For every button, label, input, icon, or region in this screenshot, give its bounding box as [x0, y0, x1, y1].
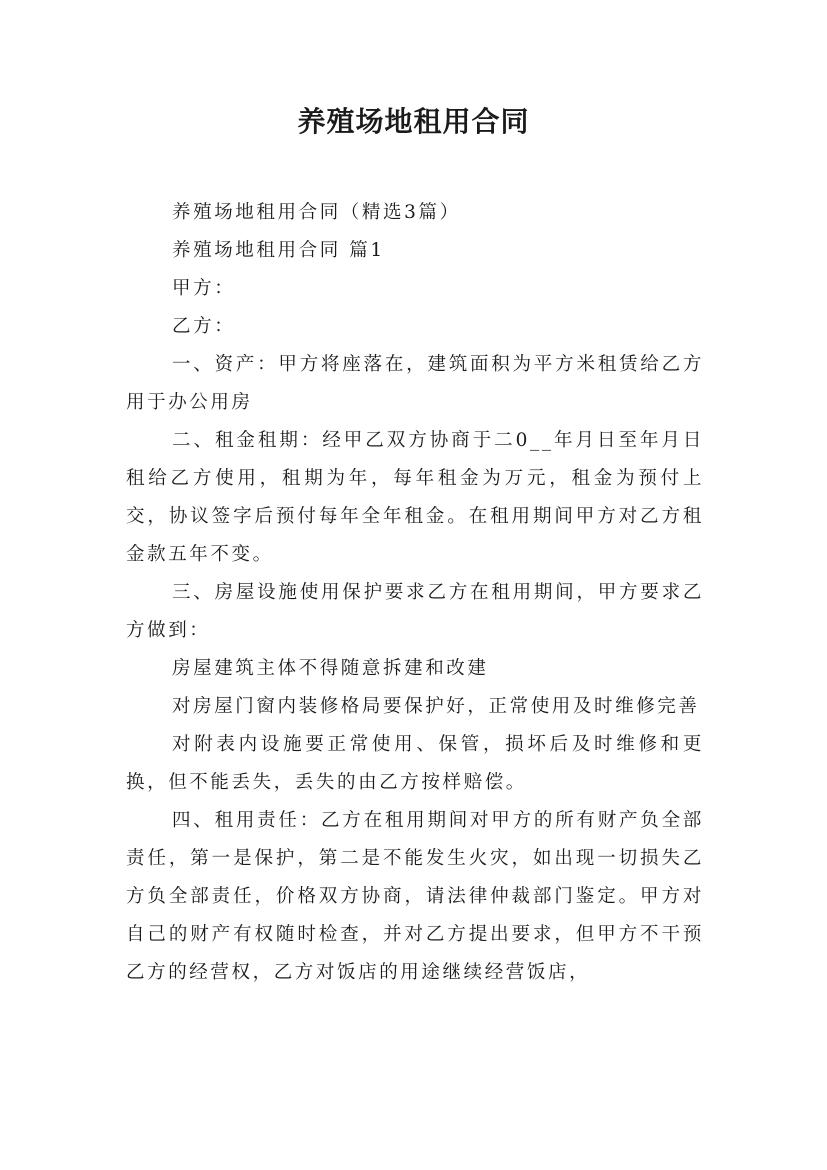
paragraph-clause-2-rent-term: 二、租金租期：经甲乙双方协商于二0__年月日至年月日租给乙方使用，租期为年，每年租金为万元，租金为预付上交，协议签字后预付每年全年租金。在租用期间甲方对乙方租金款五年不变。: [126, 430, 704, 565]
paragraph-clause-3-facilities: 三、房屋设施使用保护要求乙方在租用期间，甲方要求乙方做到：: [126, 582, 704, 641]
paragraph-article-heading: 养殖场地租用合同 篇1: [172, 240, 385, 261]
paragraph-clause-4-liability: 四、租用责任：乙方在租用期间对甲方的所有财产负全部责任，第一是保护，第二是不能发生火灾，如出现一切损失乙方负全部责任，价格双方协商，请法律仲裁部门鉴定。甲方对自己的财产有权随时检查，并对乙方提出要求，但甲方不干预乙方的经营权，乙方对饭店的用途继续经营饭店，: [126, 810, 704, 983]
document-body: [126, 194, 704, 992]
paragraph-party-b: 乙方：: [172, 316, 236, 337]
document-title: 养殖场地租用合同: [297, 105, 530, 138]
paragraph-clause-1-assets: 一、资产：甲方将座落在，建筑面积为平方米租赁给乙方用于办公用房: [126, 354, 704, 413]
paragraph-party-a: 甲方：: [172, 278, 236, 299]
paragraph-protect-doors-windows: 对房屋门窗内装修格局要保护好，正常使用及时维修完善: [172, 696, 700, 717]
paragraph-equipment-maintenance: 对附表内设施要正常使用、保管，损坏后及时维修和更换，但不能丢失，丢失的由乙方按样赔偿。: [126, 734, 704, 793]
paragraph-no-demolition: 房屋建筑主体不得随意拆建和改建: [172, 658, 489, 679]
paragraph-collection-title: 养殖场地租用合同（精选3篇）: [172, 202, 461, 223]
